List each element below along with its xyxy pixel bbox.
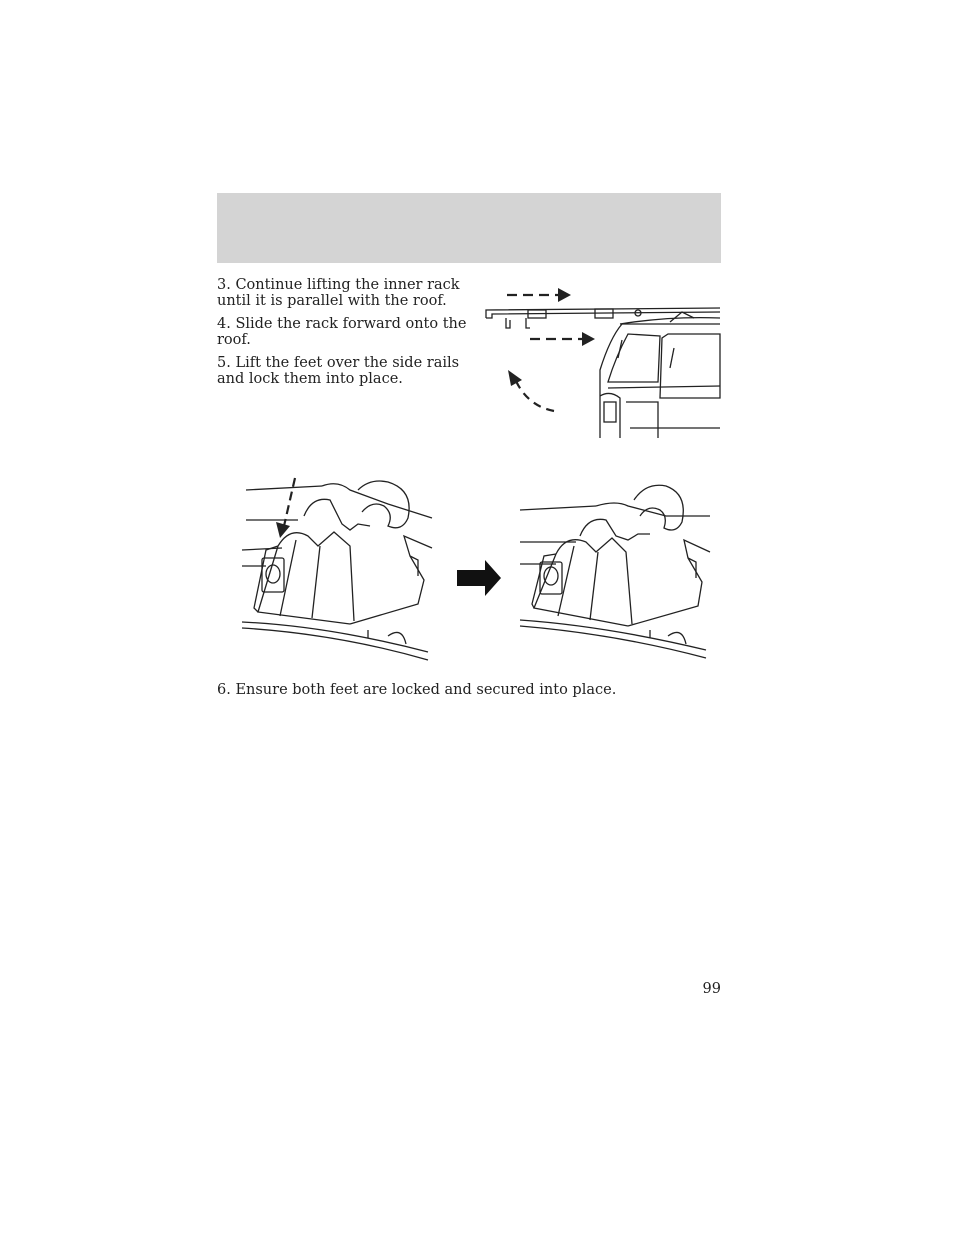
foot-after-lock-illustration xyxy=(516,476,716,661)
instruction-steps xyxy=(217,277,467,394)
step-5: 5. Lift the feet over the side rails and lock them into place. xyxy=(217,355,460,387)
page-number: 99 xyxy=(702,981,721,997)
arrow-right-icon xyxy=(455,560,503,596)
rack-on-roof-illustration xyxy=(470,278,722,443)
step-4: 4. Slide the rack forward onto the roof. xyxy=(217,316,467,348)
foot-before-lock-illustration xyxy=(238,476,438,661)
section-header-band xyxy=(217,193,721,263)
step-6: 6. Ensure both feet are locked and secured into place. xyxy=(217,682,617,698)
step-3: 3. Continue lifting the inner rack until it is parallel with the roof. xyxy=(217,277,460,309)
